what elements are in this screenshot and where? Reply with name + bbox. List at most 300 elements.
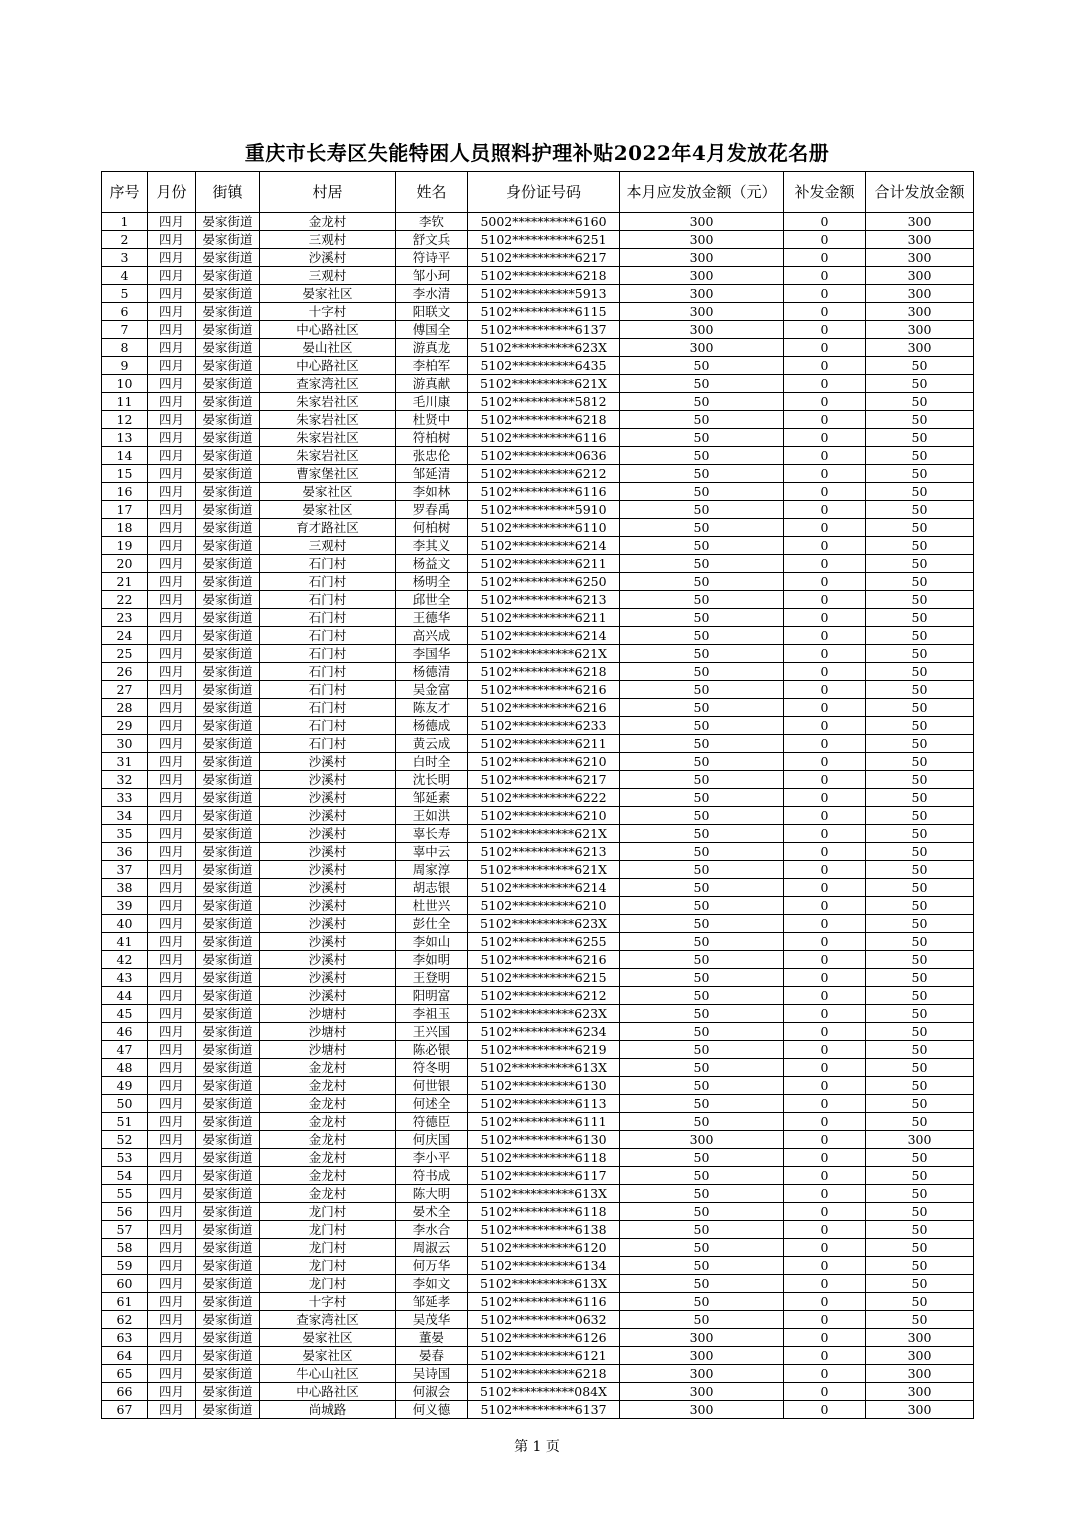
cell-total: 300 [866,321,974,339]
cell-village: 沙溪村 [260,933,396,951]
cell-total: 300 [866,1329,974,1347]
cell-name: 符书成 [396,1167,468,1185]
cell-month: 四月 [148,321,196,339]
cell-index: 3 [102,249,148,267]
cell-village: 曹家堡社区 [260,465,396,483]
cell-month: 四月 [148,987,196,1005]
cell-monthly-amount: 50 [620,1005,784,1023]
cell-index: 44 [102,987,148,1005]
cell-index: 23 [102,609,148,627]
cell-street: 晏家街道 [196,879,260,897]
cell-month: 四月 [148,735,196,753]
cell-supplement: 0 [784,1311,866,1329]
cell-supplement: 0 [784,375,866,393]
cell-month: 四月 [148,1257,196,1275]
cell-index: 33 [102,789,148,807]
cell-monthly-amount: 50 [620,1023,784,1041]
cell-supplement: 0 [784,1167,866,1185]
cell-supplement: 0 [784,267,866,285]
cell-total: 50 [866,1095,974,1113]
cell-index: 4 [102,267,148,285]
cell-index: 15 [102,465,148,483]
cell-index: 6 [102,303,148,321]
table-row [102,411,974,429]
cell-month: 四月 [148,231,196,249]
table-row [102,537,974,555]
cell-street: 晏家街道 [196,1257,260,1275]
cell-monthly-amount: 300 [620,303,784,321]
cell-monthly-amount: 50 [620,483,784,501]
table-row [102,1365,974,1383]
cell-index: 42 [102,951,148,969]
cell-monthly-amount: 300 [620,1383,784,1401]
cell-street: 晏家街道 [196,249,260,267]
cell-name: 何述全 [396,1095,468,1113]
cell-id-number: 5102**********6115 [468,303,620,321]
cell-monthly-amount: 300 [620,1401,784,1419]
cell-monthly-amount: 50 [620,1077,784,1095]
cell-supplement: 0 [784,1221,866,1239]
cell-id-number: 5102**********6218 [468,1365,620,1383]
cell-village: 沙溪村 [260,897,396,915]
cell-month: 四月 [148,807,196,825]
cell-monthly-amount: 50 [620,627,784,645]
cell-supplement: 0 [784,645,866,663]
cell-name: 符冬明 [396,1059,468,1077]
cell-total: 50 [866,411,974,429]
cell-month: 四月 [148,681,196,699]
cell-name: 王登明 [396,969,468,987]
cell-total: 50 [866,915,974,933]
cell-index: 67 [102,1401,148,1419]
cell-month: 四月 [148,465,196,483]
cell-supplement: 0 [784,213,866,231]
cell-village: 石门村 [260,735,396,753]
cell-index: 43 [102,969,148,987]
cell-index: 60 [102,1275,148,1293]
cell-monthly-amount: 50 [620,1257,784,1275]
cell-month: 四月 [148,789,196,807]
cell-street: 晏家街道 [196,429,260,447]
cell-total: 50 [866,807,974,825]
cell-monthly-amount: 50 [620,951,784,969]
cell-street: 晏家街道 [196,465,260,483]
col-header-index: 序号 [102,172,148,213]
cell-name: 彭仕全 [396,915,468,933]
cell-id-number: 5102**********5913 [468,285,620,303]
cell-total: 50 [866,933,974,951]
table-row [102,825,974,843]
cell-monthly-amount: 50 [620,573,784,591]
cell-total: 50 [866,1275,974,1293]
cell-id-number: 5102**********613X [468,1059,620,1077]
cell-month: 四月 [148,699,196,717]
cell-index: 59 [102,1257,148,1275]
cell-total: 50 [866,1239,974,1257]
cell-street: 晏家街道 [196,1131,260,1149]
cell-street: 晏家街道 [196,519,260,537]
cell-supplement: 0 [784,1329,866,1347]
table-row [102,375,974,393]
cell-id-number: 5102**********6137 [468,321,620,339]
cell-village: 金龙村 [260,1185,396,1203]
roster-table [101,171,974,1419]
cell-name: 何万华 [396,1257,468,1275]
cell-total: 300 [866,1365,974,1383]
cell-monthly-amount: 50 [620,681,784,699]
cell-supplement: 0 [784,321,866,339]
cell-name: 杨明全 [396,573,468,591]
table-row [102,753,974,771]
cell-month: 四月 [148,951,196,969]
table-row [102,519,974,537]
cell-village: 石门村 [260,663,396,681]
cell-name: 邱世全 [396,591,468,609]
table-row [102,1383,974,1401]
cell-village: 三观村 [260,267,396,285]
cell-month: 四月 [148,1347,196,1365]
cell-month: 四月 [148,771,196,789]
table-row [102,1113,974,1131]
cell-id-number: 5102**********6210 [468,897,620,915]
cell-village: 石门村 [260,591,396,609]
cell-index: 13 [102,429,148,447]
table-row [102,843,974,861]
cell-name: 何世银 [396,1077,468,1095]
cell-month: 四月 [148,1365,196,1383]
cell-name: 张忠伦 [396,447,468,465]
cell-street: 晏家街道 [196,1347,260,1365]
cell-street: 晏家街道 [196,1059,260,1077]
cell-name: 李如林 [396,483,468,501]
cell-name: 李如文 [396,1275,468,1293]
cell-name: 邹延清 [396,465,468,483]
cell-village: 十字村 [260,1293,396,1311]
cell-month: 四月 [148,1005,196,1023]
cell-index: 47 [102,1041,148,1059]
cell-village: 中心路社区 [260,321,396,339]
cell-id-number: 5102**********613X [468,1275,620,1293]
cell-monthly-amount: 50 [620,789,784,807]
cell-supplement: 0 [784,1005,866,1023]
cell-street: 晏家街道 [196,393,260,411]
table-row [102,1167,974,1185]
table-row [102,1005,974,1023]
cell-monthly-amount: 300 [620,339,784,357]
cell-supplement: 0 [784,555,866,573]
cell-month: 四月 [148,1275,196,1293]
cell-total: 50 [866,429,974,447]
cell-index: 50 [102,1095,148,1113]
cell-total: 300 [866,231,974,249]
cell-village: 金龙村 [260,1095,396,1113]
cell-street: 晏家街道 [196,1077,260,1095]
cell-index: 48 [102,1059,148,1077]
cell-total: 50 [866,375,974,393]
cell-street: 晏家街道 [196,411,260,429]
cell-month: 四月 [148,537,196,555]
cell-id-number: 5102**********6216 [468,951,620,969]
cell-id-number: 5102**********6137 [468,1401,620,1419]
cell-total: 50 [866,843,974,861]
cell-index: 10 [102,375,148,393]
cell-id-number: 5102**********621X [468,375,620,393]
cell-street: 晏家街道 [196,1275,260,1293]
cell-id-number: 5102**********6218 [468,411,620,429]
cell-month: 四月 [148,1329,196,1347]
cell-supplement: 0 [784,429,866,447]
cell-index: 62 [102,1311,148,1329]
cell-total: 50 [866,465,974,483]
cell-id-number: 5102**********6435 [468,357,620,375]
cell-village: 朱家岩社区 [260,447,396,465]
cell-id-number: 5102**********6118 [468,1203,620,1221]
cell-total: 50 [866,879,974,897]
cell-index: 39 [102,897,148,915]
cell-name: 晏术全 [396,1203,468,1221]
cell-index: 38 [102,879,148,897]
cell-street: 晏家街道 [196,1239,260,1257]
cell-supplement: 0 [784,537,866,555]
cell-id-number: 5102**********6120 [468,1239,620,1257]
cell-id-number: 5102**********6113 [468,1095,620,1113]
cell-village: 石门村 [260,717,396,735]
cell-supplement: 0 [784,483,866,501]
cell-index: 19 [102,537,148,555]
cell-village: 沙塘村 [260,1041,396,1059]
cell-total: 50 [866,1077,974,1095]
cell-name: 辜中云 [396,843,468,861]
cell-index: 61 [102,1293,148,1311]
cell-supplement: 0 [784,411,866,429]
cell-village: 查家湾社区 [260,375,396,393]
table-row [102,789,974,807]
cell-index: 57 [102,1221,148,1239]
cell-monthly-amount: 50 [620,555,784,573]
cell-monthly-amount: 50 [620,537,784,555]
cell-month: 四月 [148,357,196,375]
table-row [102,717,974,735]
cell-street: 晏家街道 [196,1203,260,1221]
cell-month: 四月 [148,375,196,393]
cell-village: 沙溪村 [260,789,396,807]
cell-monthly-amount: 50 [620,501,784,519]
cell-total: 300 [866,249,974,267]
cell-supplement: 0 [784,735,866,753]
cell-month: 四月 [148,1401,196,1419]
cell-supplement: 0 [784,807,866,825]
cell-monthly-amount: 50 [620,1221,784,1239]
page-number: 第 1 页 [514,1439,560,1455]
cell-month: 四月 [148,1113,196,1131]
table-row [102,393,974,411]
cell-street: 晏家街道 [196,717,260,735]
cell-street: 晏家街道 [196,447,260,465]
cell-index: 54 [102,1167,148,1185]
cell-total: 50 [866,789,974,807]
page-title: 重庆市长寿区失能特困人员照料护理补贴2022年4月发放花名册 [244,141,830,165]
cell-supplement: 0 [784,789,866,807]
cell-street: 晏家街道 [196,843,260,861]
cell-monthly-amount: 50 [620,429,784,447]
cell-id-number: 5102**********6216 [468,681,620,699]
cell-total: 50 [866,1185,974,1203]
cell-supplement: 0 [784,1401,866,1419]
cell-village: 牛心山社区 [260,1365,396,1383]
cell-village: 沙溪村 [260,807,396,825]
cell-total: 300 [866,303,974,321]
cell-index: 16 [102,483,148,501]
cell-total: 300 [866,1347,974,1365]
cell-monthly-amount: 50 [620,1203,784,1221]
cell-index: 24 [102,627,148,645]
cell-name: 邹小珂 [396,267,468,285]
cell-month: 四月 [148,285,196,303]
cell-index: 45 [102,1005,148,1023]
cell-id-number: 5002**********6160 [468,213,620,231]
cell-supplement: 0 [784,249,866,267]
cell-id-number: 5102**********623X [468,915,620,933]
cell-month: 四月 [148,627,196,645]
cell-village: 金龙村 [260,1149,396,1167]
cell-index: 58 [102,1239,148,1257]
cell-supplement: 0 [784,357,866,375]
cell-village: 金龙村 [260,1131,396,1149]
cell-name: 董晏 [396,1329,468,1347]
cell-village: 龙门村 [260,1239,396,1257]
cell-street: 晏家街道 [196,789,260,807]
cell-id-number: 5102**********6218 [468,267,620,285]
table-row [102,1257,974,1275]
cell-name: 邹延素 [396,789,468,807]
cell-month: 四月 [148,933,196,951]
cell-street: 晏家街道 [196,573,260,591]
cell-monthly-amount: 50 [620,1185,784,1203]
cell-index: 17 [102,501,148,519]
cell-id-number: 5102**********6213 [468,843,620,861]
cell-monthly-amount: 50 [620,933,784,951]
cell-street: 晏家街道 [196,303,260,321]
cell-monthly-amount: 50 [620,771,784,789]
cell-month: 四月 [148,483,196,501]
cell-supplement: 0 [784,987,866,1005]
table-row [102,663,974,681]
cell-name: 杜贤中 [396,411,468,429]
cell-name: 李国华 [396,645,468,663]
cell-street: 晏家街道 [196,1041,260,1059]
table-row [102,879,974,897]
cell-supplement: 0 [784,1077,866,1095]
cell-village: 石门村 [260,573,396,591]
cell-village: 晏家社区 [260,285,396,303]
table-row [102,681,974,699]
cell-village: 龙门村 [260,1257,396,1275]
cell-month: 四月 [148,447,196,465]
cell-month: 四月 [148,1185,196,1203]
cell-street: 晏家街道 [196,1221,260,1239]
cell-street: 晏家街道 [196,663,260,681]
table-row [102,1401,974,1419]
cell-name: 何柏树 [396,519,468,537]
cell-monthly-amount: 300 [620,1329,784,1347]
cell-id-number: 5102**********5812 [468,393,620,411]
cell-month: 四月 [148,339,196,357]
col-header-village: 村居 [260,172,396,213]
cell-monthly-amount: 300 [620,267,784,285]
cell-street: 晏家街道 [196,969,260,987]
cell-total: 50 [866,681,974,699]
cell-name: 游真献 [396,375,468,393]
cell-month: 四月 [148,573,196,591]
cell-total: 50 [866,519,974,537]
cell-name: 舒文兵 [396,231,468,249]
cell-monthly-amount: 300 [620,1131,784,1149]
cell-supplement: 0 [784,501,866,519]
cell-village: 石门村 [260,627,396,645]
col-header-name: 姓名 [396,172,468,213]
cell-street: 晏家街道 [196,951,260,969]
cell-street: 晏家街道 [196,591,260,609]
cell-name: 王兴国 [396,1023,468,1041]
cell-monthly-amount: 50 [620,1239,784,1257]
cell-supplement: 0 [784,1185,866,1203]
cell-id-number: 5102**********6213 [468,591,620,609]
cell-total: 50 [866,1167,974,1185]
cell-total: 50 [866,627,974,645]
cell-village: 沙溪村 [260,969,396,987]
cell-supplement: 0 [784,951,866,969]
cell-supplement: 0 [784,447,866,465]
cell-name: 李钦 [396,213,468,231]
cell-monthly-amount: 50 [620,807,784,825]
cell-monthly-amount: 300 [620,249,784,267]
cell-village: 查家湾社区 [260,1311,396,1329]
cell-name: 杨德成 [396,717,468,735]
cell-street: 晏家街道 [196,1023,260,1041]
cell-monthly-amount: 50 [620,1041,784,1059]
cell-village: 金龙村 [260,1059,396,1077]
cell-supplement: 0 [784,879,866,897]
cell-month: 四月 [148,1221,196,1239]
cell-village: 石门村 [260,699,396,717]
cell-name: 高兴成 [396,627,468,645]
cell-village: 十字村 [260,303,396,321]
cell-name: 吴金富 [396,681,468,699]
cell-village: 石门村 [260,681,396,699]
table-row [102,465,974,483]
table-row [102,951,974,969]
cell-monthly-amount: 50 [620,1275,784,1293]
cell-village: 晏山社区 [260,339,396,357]
cell-id-number: 5102**********6212 [468,465,620,483]
cell-id-number: 5102**********6138 [468,1221,620,1239]
cell-index: 9 [102,357,148,375]
cell-street: 晏家街道 [196,1095,260,1113]
cell-month: 四月 [148,213,196,231]
cell-village: 三观村 [260,537,396,555]
cell-street: 晏家街道 [196,1185,260,1203]
table-row [102,1239,974,1257]
cell-index: 14 [102,447,148,465]
cell-name: 符德臣 [396,1113,468,1131]
cell-supplement: 0 [784,393,866,411]
cell-supplement: 0 [784,1293,866,1311]
col-header-supplement: 补发金额 [784,172,866,213]
cell-monthly-amount: 50 [620,447,784,465]
cell-total: 50 [866,357,974,375]
cell-street: 晏家街道 [196,375,260,393]
cell-supplement: 0 [784,699,866,717]
